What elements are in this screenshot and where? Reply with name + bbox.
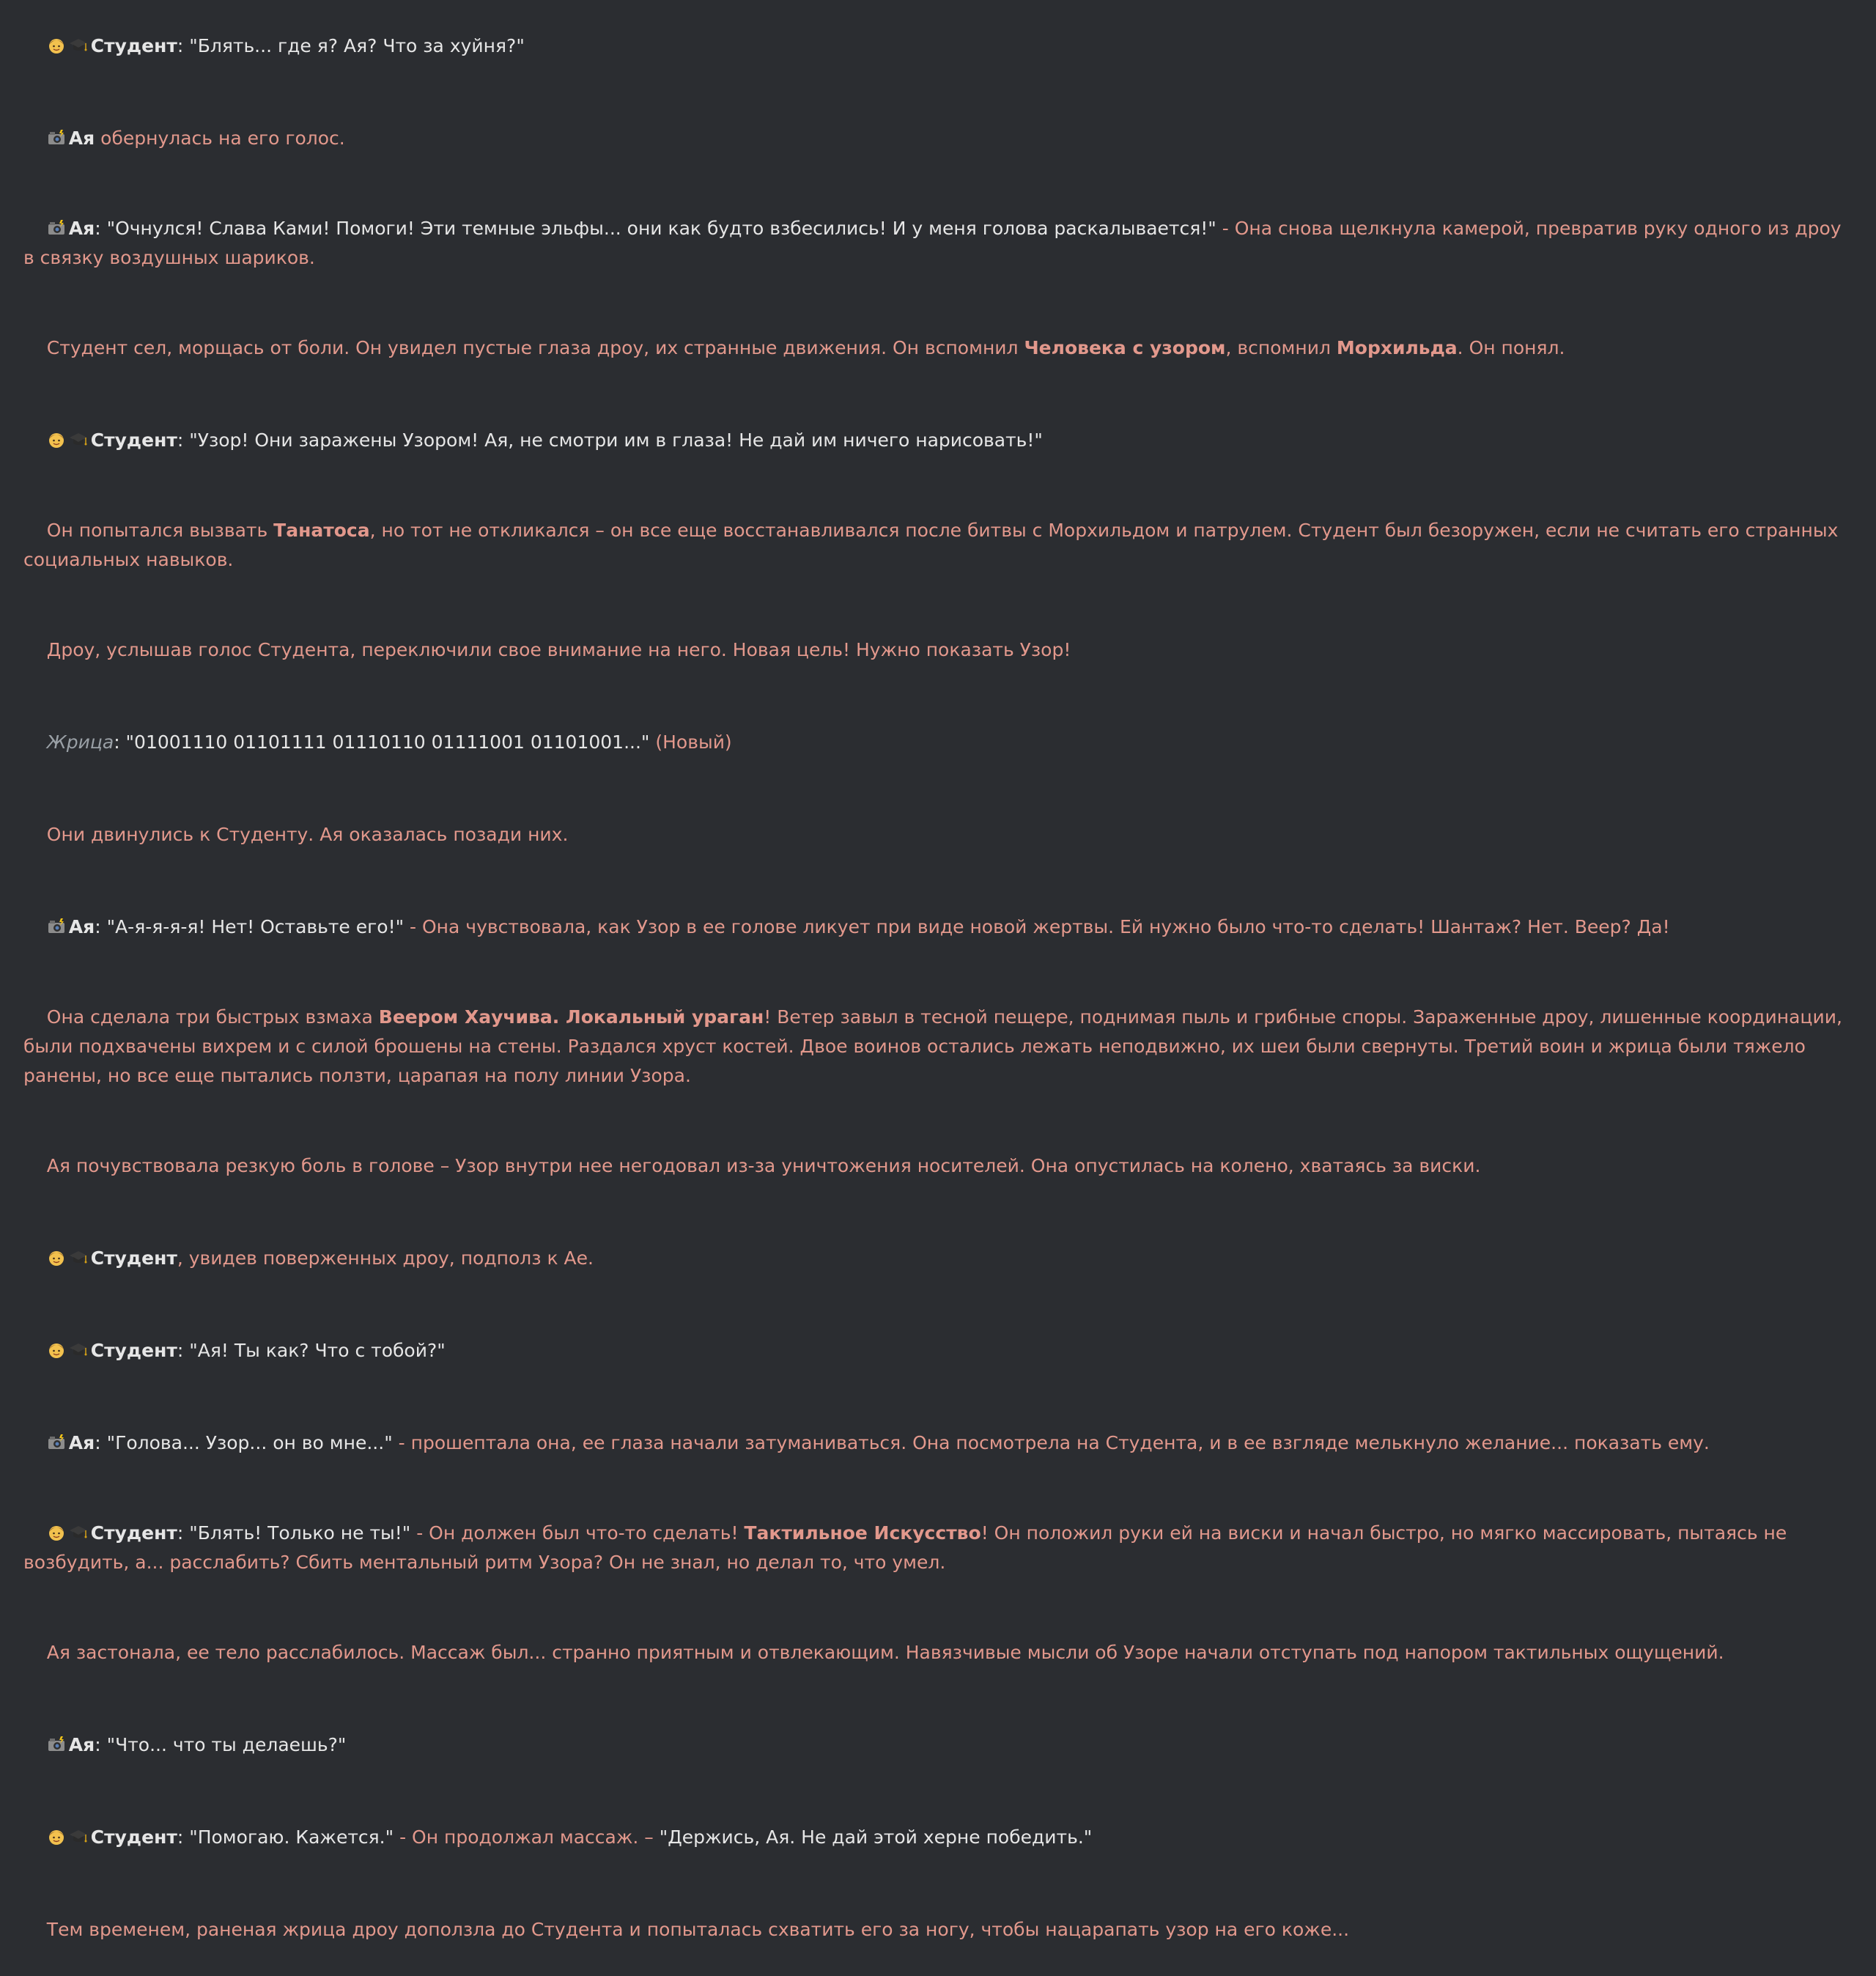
chat-line <box>23 696 1855 789</box>
narration-text: (Новый) <box>649 731 732 753</box>
narration-text: , но тот не откликался – он все еще восстанавливался после битвы с Морхильдом и патрулем. Студент был безоружен, если не считать его странных социальных навыков. <box>23 520 1844 570</box>
dialogue-text: : "01001110 01101111 01110110 01111001 01101001..." <box>114 731 650 753</box>
emphasis-text: Веером Хаучива <box>378 1006 553 1028</box>
camera-flash-icon <box>47 1735 66 1754</box>
boy-face-icon <box>47 1248 66 1267</box>
camera-flash-icon <box>47 218 66 237</box>
chat-line <box>23 973 1855 1120</box>
emphasis-text: Локальный ураган <box>565 1006 764 1028</box>
chat-line <box>23 1120 1855 1212</box>
speaker-name: Студент <box>90 35 177 56</box>
dialogue-text: : "Что... что ты делаешь?" <box>95 1734 347 1755</box>
chat-line <box>23 1212 1855 1305</box>
emphasis-text: Танатоса <box>273 520 370 541</box>
narration-text: - Она чувствовала, как Узор в ее голове ликует при виде новой жертвы. Ей нужно было что-то сделать! Шантаж? Нет. Веер? Да! <box>404 916 1670 937</box>
narration-text: - Он должен был что-то сделать! <box>410 1522 745 1544</box>
camera-flash-icon <box>47 917 66 936</box>
narration-text: Дроу, услышав голос Студента, переключили свое внимание на него. Новая цель! Нужно показать Узор! <box>46 639 1071 660</box>
narration-text: Ая почувствовала резкую боль в голове – Узор внутри нее негодовал из-за уничтожения носителей. Она опустилась на колено, хватаясь за виски. <box>46 1155 1481 1176</box>
camera-flash-icon <box>47 128 66 147</box>
speaker-name: Студент <box>90 1826 177 1848</box>
boy-face-icon <box>47 36 66 55</box>
chat-line <box>23 394 1855 487</box>
dialogue-text: : "Ая! Ты как? Что с тобой?" <box>177 1340 446 1361</box>
emphasis-text: Человека с узором <box>1024 337 1226 358</box>
narration-text: Он попытался вызвать <box>46 520 274 541</box>
boy-face-icon <box>47 1341 66 1360</box>
chat-log <box>23 0 1855 1976</box>
speaker-name: Студент <box>90 1247 177 1269</box>
dialogue-text: : "Очнулся! Слава Ками! Помоги! Эти темные эльфы... они как будто взбесились! И у меня голова раскалывается!" <box>95 218 1216 239</box>
emphasis-text: Морхильда <box>1336 337 1458 358</box>
narration-text: , вспомнил <box>1225 337 1337 358</box>
chat-line <box>23 302 1855 394</box>
graduation-cap-icon <box>69 1523 88 1542</box>
graduation-cap-icon <box>69 430 88 449</box>
speaker-name: Ая <box>68 128 95 149</box>
chat-line <box>23 1489 1855 1607</box>
boy-face-icon <box>47 1827 66 1846</box>
speaker-name: Студент <box>90 1522 177 1544</box>
chat-line <box>23 1791 1855 1884</box>
narration-text: обернулась на его голос. <box>95 128 345 149</box>
speaker-name: Ая <box>68 218 95 239</box>
narration-text: , увидев поверженных дроу, подполз к Ае. <box>177 1247 594 1269</box>
speaker-name: Ая <box>68 1432 95 1453</box>
narration-text: - Она снова щелкнула камерой, превратив руку одного из дроу в связку воздушных шариков. <box>23 218 1847 268</box>
speaker-name: Студент <box>90 430 177 451</box>
graduation-cap-icon <box>69 1341 88 1360</box>
narration-text: - прошептала она, ее глаза начали затуманиваться. Она посмотрела на Студента, и в ее взгляде мелькнуло желание... показать ему. <box>392 1432 1710 1453</box>
chat-line <box>23 185 1855 302</box>
narration-text: ! Он положил руки ей на виски и начал быстро, но мягко массировать, пытаясь не возбудить, а... расслабить? Сбить ментальный ритм Узора? Он не знал, но делал то, что умел. <box>23 1522 1793 1573</box>
chat-line <box>23 789 1855 881</box>
dialogue-text: : "Помогаю. Кажется." <box>177 1826 394 1848</box>
speaker-name: Ая <box>68 1734 95 1755</box>
speaker-name: Жрица <box>46 731 114 753</box>
speaker-name: Студент <box>90 1340 177 1361</box>
dialogue-text: : "А-я-я-я-я! Нет! Оставьте его!" <box>95 916 405 937</box>
chat-line <box>23 1397 1855 1489</box>
narration-text: Они двинулись к Студенту. Ая оказалась позади них. <box>46 824 569 845</box>
dialogue-text: "Держись, Ая. Не дай этой херне победить." <box>659 1826 1093 1848</box>
dialogue-text: : "Голова... Узор... он во мне..." <box>95 1432 393 1453</box>
chat-line <box>23 604 1855 696</box>
dialogue-text: : "Блять... где я? Ая? Что за хуйня?" <box>177 35 525 56</box>
chat-line <box>23 881 1855 973</box>
narration-text: . <box>552 1006 566 1028</box>
speaker-name: Ая <box>68 916 95 937</box>
camera-flash-icon <box>47 1433 66 1452</box>
narration-text: - Он продолжал массаж. – <box>394 1826 660 1848</box>
boy-face-icon <box>47 1523 66 1542</box>
narration-text: Она сделала три быстрых взмаха <box>46 1006 379 1028</box>
dialogue-text: : "Узор! Они заражены Узором! Ая, не смотри им в глаза! Не дай им ничего нарисовать!" <box>177 430 1043 451</box>
chat-line <box>23 487 1855 604</box>
graduation-cap-icon <box>69 36 88 55</box>
narration-text: Ая застонала, ее тело расслабилось. Массаж был... странно приятным и отвлекающим. Навязчивые мысли об Узоре начали отступать под напором тактильных ощущений. <box>46 1642 1724 1663</box>
narration-text: ! Ветер завыл в тесной пещере, поднимая пыль и грибные споры. Зараженные дроу, лишенные координации, были подхвачены вихрем и с силой брошены на стены. Раздался хруст костей. Двое воинов остались лежать неподвижно, их шеи были свернуты. Третий воин и жрица были тяжело ранены, но все еще пытались ползти, царапая на полу линии Узора. <box>23 1006 1848 1086</box>
chat-line <box>23 1305 1855 1397</box>
graduation-cap-icon <box>69 1248 88 1267</box>
chat-line <box>23 92 1855 185</box>
chat-line <box>23 0 1855 92</box>
chat-line <box>23 1607 1855 1699</box>
chat-line <box>23 1884 1855 1976</box>
boy-face-icon <box>47 430 66 449</box>
narration-text: . Он понял. <box>1457 337 1565 358</box>
graduation-cap-icon <box>69 1827 88 1846</box>
dialogue-text: : "Блять! Только не ты!" <box>177 1522 411 1544</box>
chat-line <box>23 1699 1855 1791</box>
narration-text: Студент сел, морщась от боли. Он увидел пустые глаза дроу, их странные движения. Он вспомнил <box>46 337 1024 358</box>
narration-text: Тем временем, раненая жрица дроу доползла до Студента и попыталась схватить его за ногу, чтобы нацарапать узор на его коже... <box>46 1919 1350 1940</box>
emphasis-text: Тактильное Искусство <box>744 1522 981 1544</box>
